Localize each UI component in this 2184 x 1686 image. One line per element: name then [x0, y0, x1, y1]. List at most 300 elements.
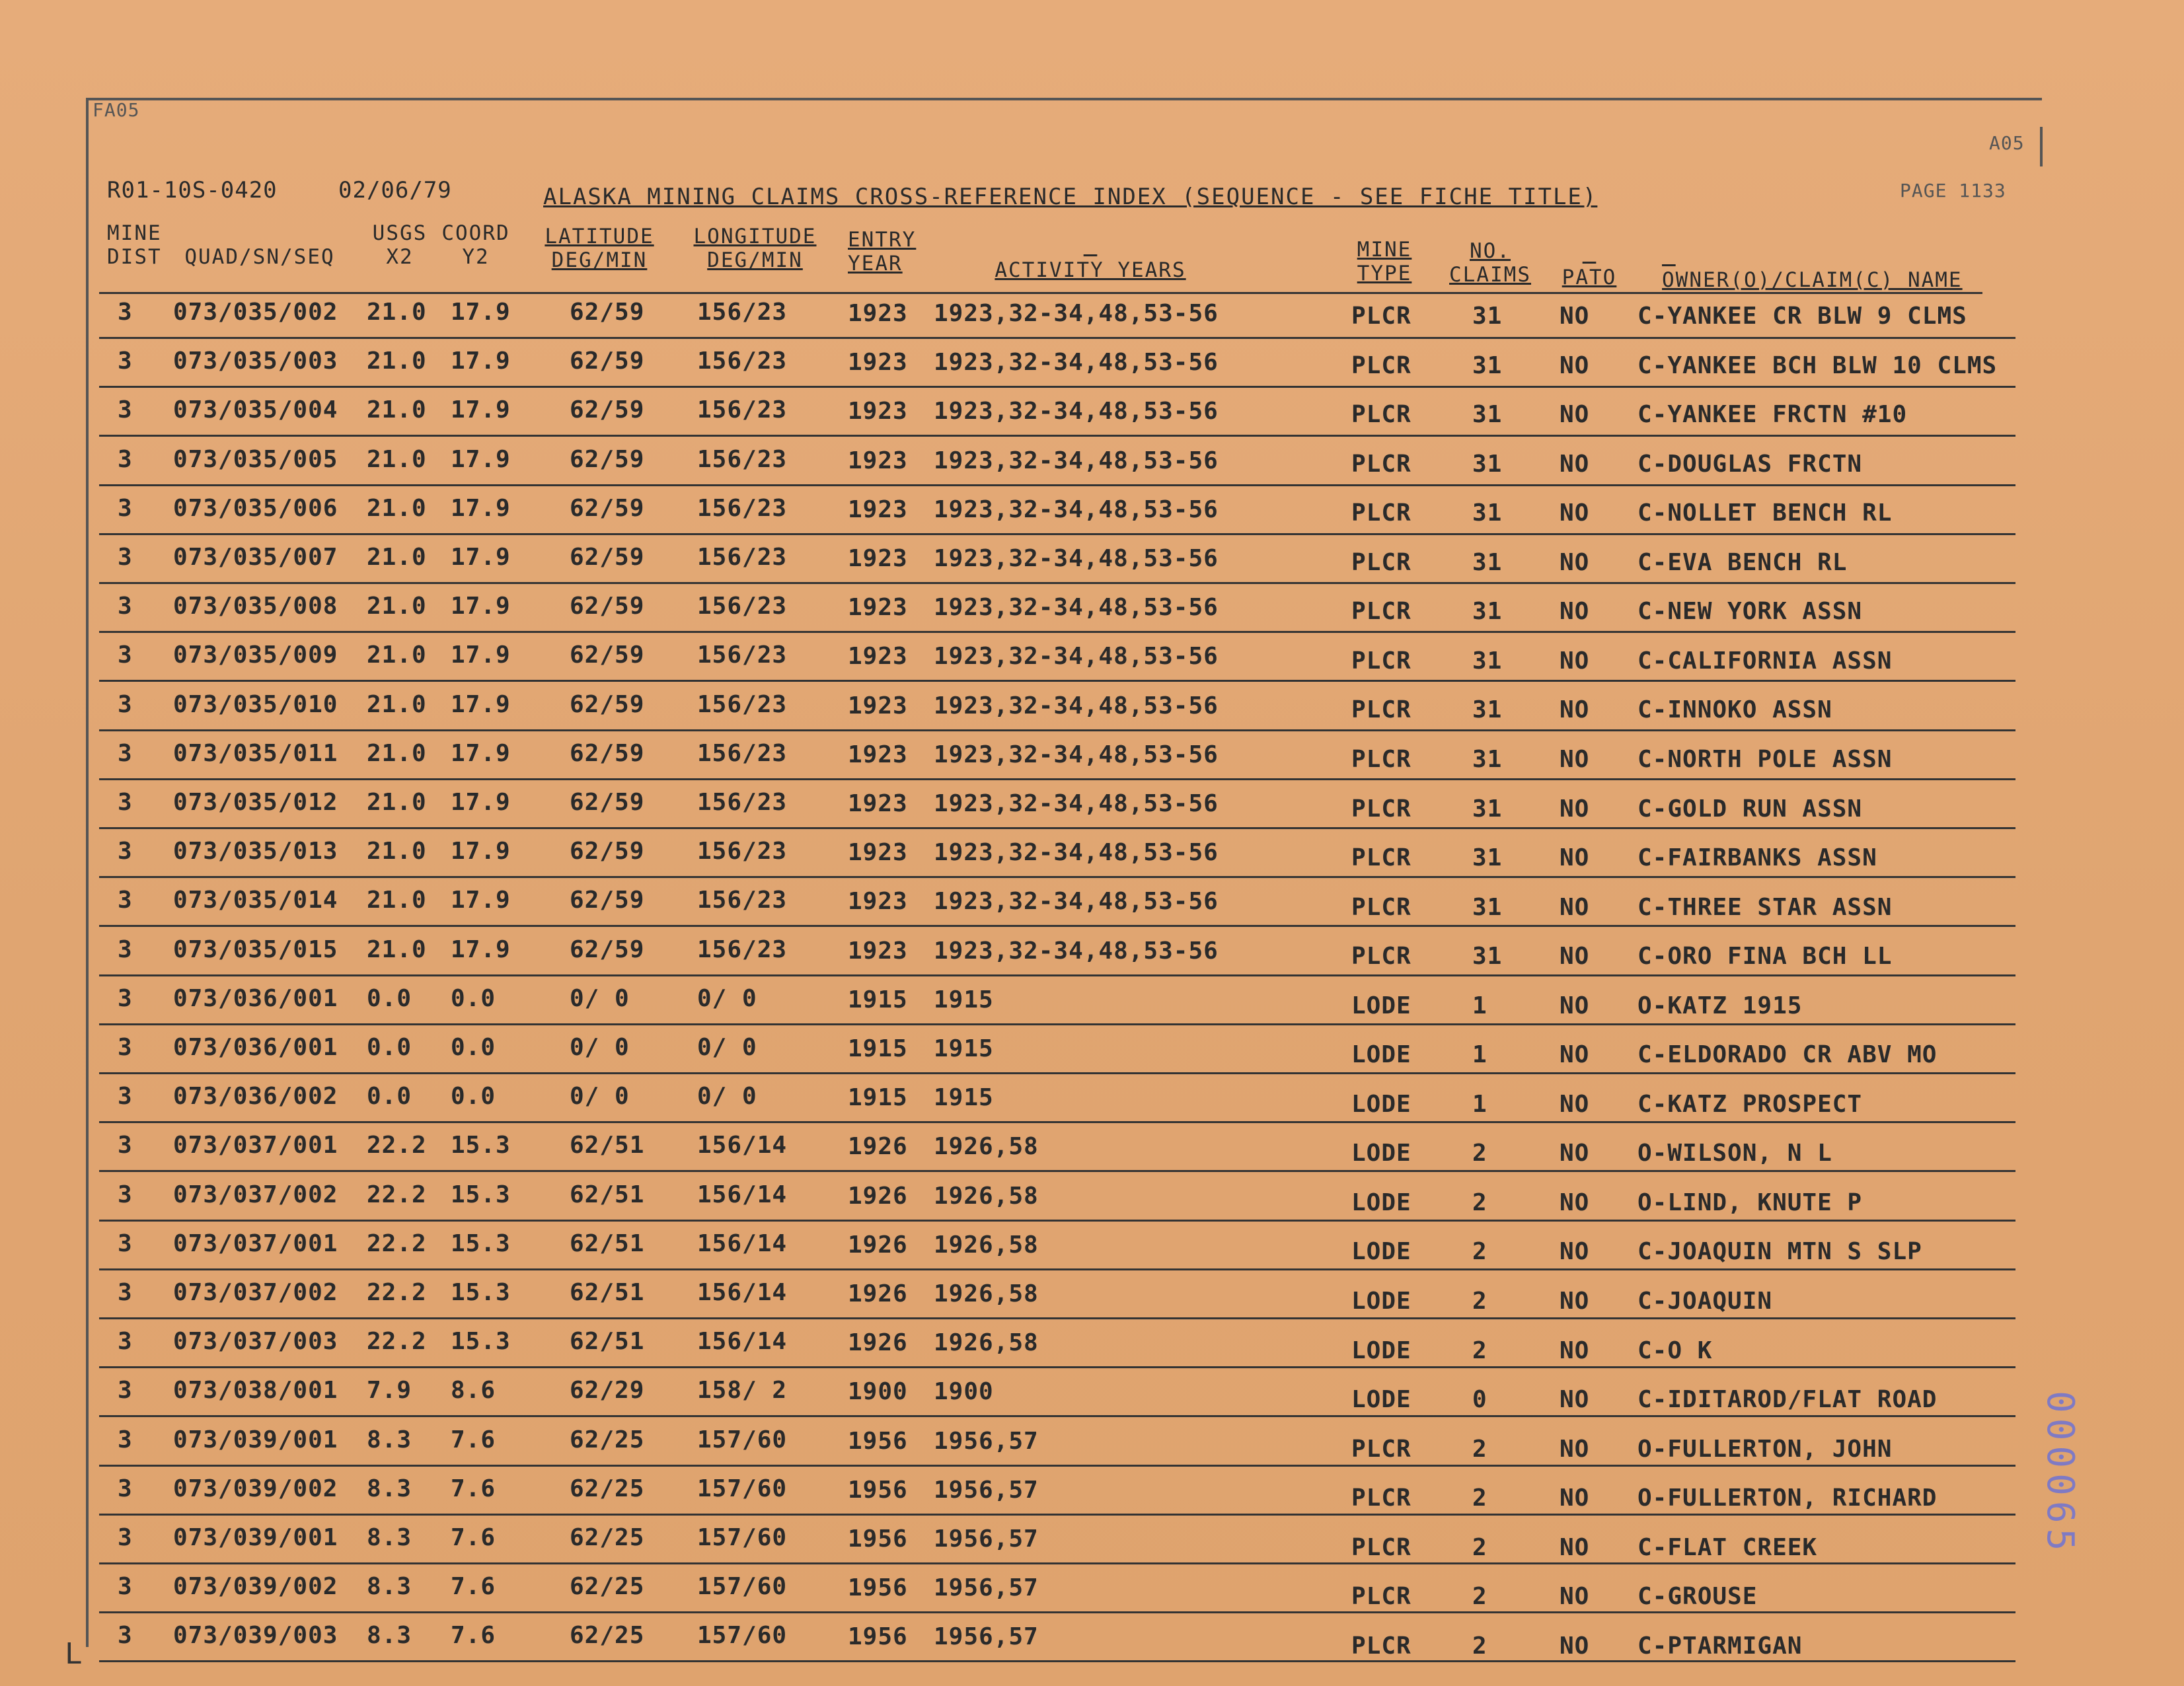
- table-row: [0, 887, 2184, 935]
- table-row: [0, 1524, 2184, 1573]
- cell-claims: 0: [1472, 1386, 1487, 1414]
- cell-pato: NO: [1560, 1288, 1590, 1315]
- cell-pato: NO: [1560, 647, 1590, 675]
- cell-claims: 31: [1472, 844, 1503, 872]
- cell-pato: NO: [1560, 450, 1590, 478]
- cell-lat: 62/59: [570, 739, 645, 767]
- table-row: [0, 593, 2184, 641]
- table-row: [0, 495, 2184, 544]
- cell-entry: 1923: [848, 447, 908, 474]
- cell-lat: 0/ 0: [570, 1034, 630, 1061]
- cell-lon: 156/23: [697, 789, 788, 816]
- page-number: PAGE 1133: [1900, 180, 2006, 202]
- cell-y2: 17.9: [451, 396, 511, 424]
- report-id: R01-10S-0420: [107, 177, 278, 203]
- cell-type: PLCR: [1351, 943, 1412, 971]
- cell-entry: 1923: [848, 545, 908, 572]
- cell-lat: 0/ 0: [570, 984, 630, 1012]
- cell-pato: NO: [1560, 1386, 1590, 1414]
- cell-entry: 1923: [848, 692, 908, 719]
- cell-type: LODE: [1351, 1189, 1412, 1216]
- cell-type: LODE: [1351, 1288, 1412, 1315]
- cell-claims: 31: [1472, 499, 1503, 527]
- row-rule: [99, 1415, 2015, 1417]
- cell-lat: 62/59: [570, 299, 645, 326]
- cell-entry: 1923: [848, 888, 908, 916]
- cell-dist: 3: [118, 299, 133, 326]
- cell-pato: NO: [1560, 992, 1590, 1019]
- cell-x2: 21.0: [367, 739, 427, 767]
- cell-owner: C-YANKEE FRCTN #10: [1638, 401, 1908, 429]
- cell-entry: 1923: [848, 790, 908, 817]
- cell-y2: 15.3: [451, 1132, 511, 1159]
- cell-type: PLCR: [1351, 450, 1412, 478]
- table-row: [0, 1426, 2184, 1475]
- cell-type: PLCR: [1351, 303, 1412, 330]
- cell-lon: 156/23: [697, 348, 788, 375]
- cell-type: LODE: [1351, 1140, 1412, 1167]
- cell-lon: 156/23: [697, 396, 788, 424]
- row-rule: [99, 582, 2015, 584]
- frame-stamp-number: 000065: [2039, 1391, 2082, 1557]
- row-rule: [99, 876, 2015, 878]
- cell-lon: 156/14: [697, 1328, 788, 1356]
- cell-activity: 1956,57: [934, 1525, 1039, 1553]
- cell-owner: C-O K: [1638, 1337, 1713, 1364]
- col-header-owner: OWNER(O)/CLAIM(C) NAME: [1662, 268, 1963, 292]
- corner-tag: FA05: [93, 99, 140, 121]
- row-rule: [99, 631, 2015, 633]
- row-rule: [99, 1220, 2015, 1222]
- cell-y2: 0.0: [451, 1083, 496, 1111]
- cell-x2: 22.2: [367, 1132, 427, 1159]
- cell-entry: 1900: [848, 1378, 908, 1406]
- cell-lon: 156/23: [697, 544, 788, 571]
- cell-x2: 21.0: [367, 299, 427, 326]
- cell-dist: 3: [118, 1181, 133, 1208]
- cell-x2: 21.0: [367, 641, 427, 669]
- cell-entry: 1926: [848, 1231, 908, 1259]
- cell-activity: 1923,32-34,48,53-56: [934, 741, 1219, 768]
- cell-claims: 31: [1472, 401, 1503, 429]
- cell-owner: C-YANKEE BCH BLW 10 CLMS: [1638, 351, 1998, 379]
- cell-pato: NO: [1560, 1140, 1590, 1167]
- cell-quad: 073/036/001: [173, 1034, 338, 1061]
- row-rule: [99, 337, 2015, 339]
- cell-lat: 62/51: [570, 1328, 645, 1356]
- row-rule: [99, 680, 2015, 682]
- cell-y2: 17.9: [451, 544, 511, 571]
- cell-claims: 31: [1472, 647, 1503, 675]
- cell-x2: 0.0: [367, 984, 412, 1012]
- cell-y2: 7.6: [451, 1573, 496, 1601]
- cell-claims: 31: [1472, 351, 1503, 379]
- table-row: [0, 1573, 2184, 1622]
- cell-activity: 1956,57: [934, 1623, 1039, 1651]
- table-row: [0, 691, 2184, 740]
- cell-claims: 31: [1472, 943, 1503, 971]
- cell-activity: 1956,57: [934, 1574, 1039, 1602]
- cell-pato: NO: [1560, 303, 1590, 330]
- cell-quad: 073/035/007: [173, 544, 338, 571]
- cell-owner: C-GOLD RUN ASSN: [1638, 795, 1863, 823]
- row-rule: [99, 827, 2015, 829]
- header-rule: [99, 292, 1982, 294]
- cell-dist: 3: [118, 984, 133, 1012]
- cell-x2: 0.0: [367, 1034, 412, 1061]
- cell-dist: 3: [118, 789, 133, 816]
- cell-owner: C-KATZ PROSPECT: [1638, 1090, 1863, 1118]
- cell-type: PLCR: [1351, 548, 1412, 576]
- cell-y2: 17.9: [451, 887, 511, 914]
- cell-owner: C-YANKEE CR BLW 9 CLMS: [1638, 303, 1967, 330]
- cell-dist: 3: [118, 887, 133, 914]
- cell-claims: 31: [1472, 696, 1503, 724]
- cell-entry: 1956: [848, 1427, 908, 1455]
- cell-lat: 62/59: [570, 935, 645, 963]
- page-tag: A05: [1989, 132, 2025, 154]
- cell-x2: 21.0: [367, 789, 427, 816]
- cell-quad: 073/035/004: [173, 396, 338, 424]
- cell-dist: 3: [118, 1083, 133, 1111]
- cell-lon: 156/14: [697, 1279, 788, 1306]
- cell-entry: 1926: [848, 1182, 908, 1210]
- cell-activity: 1923,32-34,48,53-56: [934, 495, 1219, 523]
- cell-pato: NO: [1560, 351, 1590, 379]
- cell-y2: 15.3: [451, 1328, 511, 1356]
- cell-claims: 2: [1472, 1632, 1487, 1660]
- cell-pato: NO: [1560, 1435, 1590, 1463]
- cell-dist: 3: [118, 838, 133, 865]
- table-row: [0, 740, 2184, 789]
- cell-owner: C-NEW YORK ASSN: [1638, 598, 1863, 626]
- cell-owner: O-LIND, KNUTE P: [1638, 1189, 1863, 1216]
- cell-activity: 1926,58: [934, 1133, 1039, 1161]
- cell-type: PLCR: [1351, 647, 1412, 675]
- row-rule: [99, 1170, 2015, 1172]
- cell-pato: NO: [1560, 1632, 1590, 1660]
- col-header-lon: LONGITUDE DEG/MIN: [693, 225, 817, 272]
- table-row: [0, 1377, 2184, 1426]
- cell-y2: 17.9: [451, 641, 511, 669]
- cell-activity: 1923,32-34,48,53-56: [934, 349, 1219, 377]
- cell-pato: NO: [1560, 1189, 1590, 1216]
- row-rule: [99, 1465, 2015, 1467]
- table-row: [0, 1083, 2184, 1132]
- cell-pato: NO: [1560, 401, 1590, 429]
- cell-owner: C-INNOKO ASSN: [1638, 696, 1832, 724]
- cell-y2: 17.9: [451, 789, 511, 816]
- cell-y2: 17.9: [451, 739, 511, 767]
- cell-owner: C-FAIRBANKS ASSN: [1638, 844, 1877, 872]
- cell-dist: 3: [118, 641, 133, 669]
- cell-lon: 156/23: [697, 494, 788, 522]
- cell-pato: NO: [1560, 696, 1590, 724]
- cell-pato: NO: [1560, 548, 1590, 576]
- cell-lat: 62/59: [570, 641, 645, 669]
- cell-lon: 156/23: [697, 838, 788, 865]
- cell-x2: 21.0: [367, 593, 427, 620]
- cell-y2: 17.9: [451, 838, 511, 865]
- cell-pato: NO: [1560, 943, 1590, 971]
- cell-x2: 8.3: [367, 1524, 412, 1551]
- cell-entry: 1923: [848, 741, 908, 768]
- cell-quad: 073/035/013: [173, 838, 338, 865]
- cell-claims: 2: [1472, 1288, 1487, 1315]
- cell-quad: 073/035/015: [173, 935, 338, 963]
- cell-x2: 8.3: [367, 1622, 412, 1650]
- cell-x2: 21.0: [367, 396, 427, 424]
- cell-type: PLCR: [1351, 1583, 1412, 1611]
- cell-owner: C-THREE STAR ASSN: [1638, 893, 1893, 921]
- cell-lon: 156/23: [697, 935, 788, 963]
- cell-type: PLCR: [1351, 351, 1412, 379]
- cell-activity: 1923,32-34,48,53-56: [934, 839, 1219, 867]
- cell-activity: 1915: [934, 1084, 994, 1112]
- cell-lon: 156/23: [697, 593, 788, 620]
- cell-lat: 62/59: [570, 838, 645, 865]
- row-rule: [99, 435, 2015, 437]
- cell-entry: 1915: [848, 1084, 908, 1112]
- cell-x2: 7.9: [367, 1377, 412, 1405]
- cell-claims: 31: [1472, 548, 1503, 576]
- cell-lat: 62/25: [570, 1622, 645, 1650]
- cell-y2: 15.3: [451, 1279, 511, 1306]
- cell-claims: 31: [1472, 795, 1503, 823]
- cell-x2: 22.2: [367, 1181, 427, 1208]
- cell-lat: 62/59: [570, 690, 645, 718]
- table-row: [0, 348, 2184, 396]
- table-row: [0, 641, 2184, 690]
- cell-quad: 073/035/003: [173, 348, 338, 375]
- cell-owner: C-JOAQUIN: [1638, 1288, 1773, 1315]
- cell-entry: 1956: [848, 1525, 908, 1553]
- cell-activity: 1926,58: [934, 1231, 1039, 1259]
- cell-activity: 1915: [934, 1035, 994, 1062]
- cell-lon: 157/60: [697, 1475, 788, 1502]
- cell-y2: 17.9: [451, 690, 511, 718]
- row-rule: [99, 533, 2015, 535]
- cell-activity: 1956,57: [934, 1427, 1039, 1455]
- table-row: [0, 1328, 2184, 1377]
- cell-type: PLCR: [1351, 844, 1412, 872]
- cell-lon: 156/14: [697, 1181, 788, 1208]
- cell-quad: 073/035/011: [173, 739, 338, 767]
- cell-activity: 1926,58: [934, 1329, 1039, 1357]
- cell-quad: 073/039/002: [173, 1475, 338, 1502]
- cell-claims: 31: [1472, 303, 1503, 330]
- cell-type: LODE: [1351, 1238, 1412, 1266]
- cell-claims: 1: [1472, 1041, 1487, 1069]
- cell-lon: 157/60: [697, 1524, 788, 1551]
- cell-type: PLCR: [1351, 401, 1412, 429]
- cell-pato: NO: [1560, 893, 1590, 921]
- cell-activity: 1923,32-34,48,53-56: [934, 692, 1219, 719]
- cell-lat: 62/51: [570, 1181, 645, 1208]
- row-rule: [99, 729, 2015, 731]
- table-row: [0, 936, 2184, 985]
- cell-type: PLCR: [1351, 745, 1412, 773]
- cell-y2: 8.6: [451, 1377, 496, 1405]
- cell-owner: O-FULLERTON, RICHARD: [1638, 1484, 1938, 1512]
- cell-dist: 3: [118, 348, 133, 375]
- cell-lon: 156/23: [697, 739, 788, 767]
- table-row: [0, 1279, 2184, 1328]
- cell-type: PLCR: [1351, 1632, 1412, 1660]
- cell-type: PLCR: [1351, 795, 1412, 823]
- cell-lat: 62/59: [570, 445, 645, 473]
- cell-quad: 073/035/002: [173, 299, 338, 326]
- row-rule: [99, 1366, 2015, 1368]
- cell-activity: 1900: [934, 1378, 994, 1406]
- cell-pato: NO: [1560, 1238, 1590, 1266]
- cell-owner: O-KATZ 1915: [1638, 992, 1803, 1019]
- cell-type: PLCR: [1351, 1533, 1412, 1561]
- cell-activity: 1923,32-34,48,53-56: [934, 937, 1219, 965]
- cell-activity: 1926,58: [934, 1280, 1039, 1307]
- cell-lat: 62/25: [570, 1426, 645, 1453]
- col-header-dist: MINE DIST: [107, 221, 162, 269]
- cell-pato: NO: [1560, 598, 1590, 626]
- row-rule: [99, 1121, 2015, 1123]
- table-row: [0, 838, 2184, 887]
- cell-claims: 31: [1472, 450, 1503, 478]
- cell-lat: 62/59: [570, 593, 645, 620]
- cell-owner: O-FULLERTON, JOHN: [1638, 1435, 1893, 1463]
- cell-x2: 21.0: [367, 887, 427, 914]
- cell-owner: C-GROUSE: [1638, 1583, 1758, 1611]
- cell-lat: 62/51: [570, 1279, 645, 1306]
- cell-claims: 31: [1472, 893, 1503, 921]
- cell-y2: 17.9: [451, 935, 511, 963]
- cell-quad: 073/037/003: [173, 1328, 338, 1356]
- cell-x2: 22.2: [367, 1279, 427, 1306]
- cell-y2: 15.3: [451, 1229, 511, 1257]
- cell-y2: 17.9: [451, 299, 511, 326]
- table-row: [0, 544, 2184, 593]
- cell-quad: 073/037/002: [173, 1181, 338, 1208]
- cell-quad: 073/039/001: [173, 1426, 338, 1453]
- cell-claims: 31: [1472, 745, 1503, 773]
- cell-x2: 21.0: [367, 935, 427, 963]
- cell-dist: 3: [118, 1475, 133, 1502]
- cell-dist: 3: [118, 1229, 133, 1257]
- table-row: [0, 1475, 2184, 1524]
- cell-entry: 1926: [848, 1280, 908, 1307]
- cell-dist: 3: [118, 739, 133, 767]
- cell-quad: 073/035/005: [173, 445, 338, 473]
- cell-pato: NO: [1560, 795, 1590, 823]
- cell-dist: 3: [118, 1622, 133, 1650]
- cell-lon: 157/60: [697, 1426, 788, 1453]
- cell-quad: 073/037/001: [173, 1229, 338, 1257]
- cell-dist: 3: [118, 1279, 133, 1306]
- table-row: [0, 446, 2184, 495]
- cell-claims: 2: [1472, 1583, 1487, 1611]
- table-row: [0, 1132, 2184, 1181]
- cell-entry: 1923: [848, 398, 908, 425]
- cell-y2: 7.6: [451, 1426, 496, 1453]
- cell-activity: 1923,32-34,48,53-56: [934, 447, 1219, 474]
- cell-quad: 073/039/003: [173, 1622, 338, 1650]
- cell-lat: 62/51: [570, 1132, 645, 1159]
- row-rule: [99, 778, 2015, 780]
- cell-x2: 8.3: [367, 1573, 412, 1601]
- cell-quad: 073/037/002: [173, 1279, 338, 1306]
- col-header-quad: QUAD/SN/SEQ: [184, 245, 335, 269]
- cell-lon: 0/ 0: [697, 984, 757, 1012]
- cell-quad: 073/035/009: [173, 641, 338, 669]
- row-rule: [99, 974, 2015, 976]
- cell-quad: 073/036/002: [173, 1083, 338, 1111]
- cell-pato: NO: [1560, 1337, 1590, 1364]
- cell-lon: 156/23: [697, 445, 788, 473]
- col-header-claims: NO. CLAIMS: [1449, 239, 1531, 287]
- cell-dist: 3: [118, 1132, 133, 1159]
- cell-lat: 62/29: [570, 1377, 645, 1405]
- row-rule: [99, 925, 2015, 927]
- frame-top-rule: [86, 98, 2042, 100]
- cell-dist: 3: [118, 593, 133, 620]
- cell-dist: 3: [118, 1377, 133, 1405]
- table-row: [0, 1622, 2184, 1671]
- cell-owner: C-ORO FINA BCH LL: [1638, 943, 1893, 971]
- cell-lon: 157/60: [697, 1622, 788, 1650]
- cell-entry: 1926: [848, 1329, 908, 1357]
- cell-x2: 21.0: [367, 494, 427, 522]
- cell-claims: 31: [1472, 598, 1503, 626]
- cell-x2: 21.0: [367, 348, 427, 375]
- cell-entry: 1923: [848, 839, 908, 867]
- cell-pato: NO: [1560, 499, 1590, 527]
- cell-y2: 17.9: [451, 348, 511, 375]
- col-header-lat: LATITUDE DEG/MIN: [545, 225, 654, 272]
- cell-lat: 62/25: [570, 1524, 645, 1551]
- cell-quad: 073/035/010: [173, 690, 338, 718]
- cell-type: LODE: [1351, 1041, 1412, 1069]
- row-rule: [99, 1514, 2015, 1516]
- cell-lon: 0/ 0: [697, 1034, 757, 1061]
- cell-dist: 3: [118, 494, 133, 522]
- cell-lat: 62/25: [570, 1573, 645, 1601]
- cell-activity: 1923,32-34,48,53-56: [934, 790, 1219, 817]
- cell-lat: 62/25: [570, 1475, 645, 1502]
- cell-lon: 156/14: [697, 1229, 788, 1257]
- cell-lat: 0/ 0: [570, 1083, 630, 1111]
- cell-type: PLCR: [1351, 598, 1412, 626]
- row-rule: [99, 1072, 2015, 1074]
- col-header-type: MINE TYPE: [1357, 238, 1412, 285]
- cell-entry: 1923: [848, 594, 908, 622]
- cell-pato: NO: [1560, 1090, 1590, 1118]
- table-row: [0, 985, 2184, 1034]
- cell-entry: 1923: [848, 300, 908, 327]
- cell-entry: 1915: [848, 986, 908, 1013]
- cell-owner: O-WILSON, N L: [1638, 1140, 1832, 1167]
- cell-lat: 62/59: [570, 789, 645, 816]
- cell-y2: 15.3: [451, 1181, 511, 1208]
- col-header-pato: PATO: [1562, 266, 1617, 289]
- cell-owner: C-JOAQUIN MTN S SLP: [1638, 1238, 1922, 1266]
- cell-entry: 1923: [848, 349, 908, 377]
- cell-y2: 17.9: [451, 445, 511, 473]
- table-row: [0, 1181, 2184, 1230]
- table-row: [0, 1230, 2184, 1279]
- cell-owner: C-FLAT CREEK: [1638, 1533, 1818, 1561]
- cell-entry: 1915: [848, 1035, 908, 1062]
- cell-type: LODE: [1351, 1386, 1412, 1414]
- cell-activity: 1923,32-34,48,53-56: [934, 398, 1219, 425]
